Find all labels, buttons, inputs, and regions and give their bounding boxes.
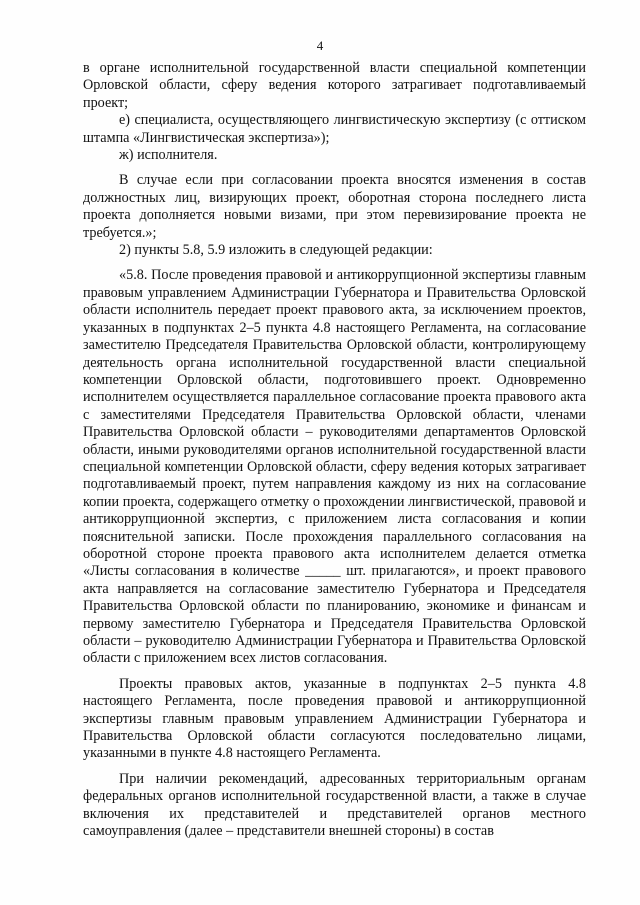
document-body: [83, 60, 586, 840]
paragraph-clause-5-8: «5.8. После проведения правовой и антикоррупционной экспертизы главным правовым управлением Администрации Губернатора и Правительства Орловской области исполнитель передает проект правового акта, за исключением проектов, указанных в подпунктах 2–5 пункта 4.8 настоящего Регламента, на согласование заместителю Председателя Правительства Орловской области, контролирующему деятельность органа исполнительной государственной власти специальной компетенции Орловской области, подготовившего проект. Одновременно исполнителем осуществляется параллельное согласование проекта правового акта с заместителями Председателя Правительства Орловской области, членами Правительства Орловской области – руководителями департаментов Орловской области, иными руководителями органов исполнительной государственной власти специальной компетенции Орловской области, сферу ведения которых затрагивает подготавливаемый проект, путем направления каждому из них на согласование копии проекта, содержащего отметку о прохождении лингвистической, правовой и антикоррупционной экспертиз, с приложением листа согласования и копии пояснительной записки. После прохождения параллельного согласования на оборотной стороне проекта правового акта исполнителем делается отметка «Листы согласования в количестве _____ шт. прилагаются», и проект правового акта направляется на согласование заместителю Губернатора и Председателя Правительства Орловской области по планированию, экономике и финансам и первому заместителю Губернатора и Председателя Правительства Орловской области – руководителю Администрации Губернатора и Правительства Орловской области с приложением всех листов согласования.: [83, 267, 586, 667]
paragraph-draft-acts: Проекты правовых актов, указанные в подпунктах 2–5 пункта 4.8 настоящего Регламента, после проведения правовой и антикоррупционной экспертизы главным правовым управлением Администрации Губернатора и Правительства Орловской области согласуются последовательно лицами, указанными в пункте 4.8 настоящего Регламента.: [83, 675, 586, 762]
page-number: 4: [316, 38, 324, 53]
paragraph-item-zh: ж) исполнителя.: [119, 147, 218, 164]
paragraph-recommendations: При наличии рекомендаций, адресованных территориальным органам федеральных органов исполнительной государственной власти, а также в случае включения их представителей и представителей органов местного самоуправления (далее – представители внешней стороны) в состав: [83, 770, 586, 840]
paragraph-item-e: е) специалиста, осуществляющего лингвистическую экспертизу (с оттиском штампа «Лингвистическая экспертиза»);: [83, 112, 586, 146]
paragraph-continuation: в органе исполнительной государственной власти специальной компетенции Орловской области, сферу ведения которого затрагивает подготавливаемый проект;: [83, 60, 586, 111]
paragraph-changes-note: В случае если при согласовании проекта вносятся изменения в состав должностных лиц, визирующих проект, оборотная сторона последнего листа проекта дополняется новыми визами, при этом перевизирование проекта не требуется.»;: [83, 172, 586, 241]
paragraph-amendment-intro: 2) пункты 5.8, 5.9 изложить в следующей редакции:: [119, 242, 433, 259]
